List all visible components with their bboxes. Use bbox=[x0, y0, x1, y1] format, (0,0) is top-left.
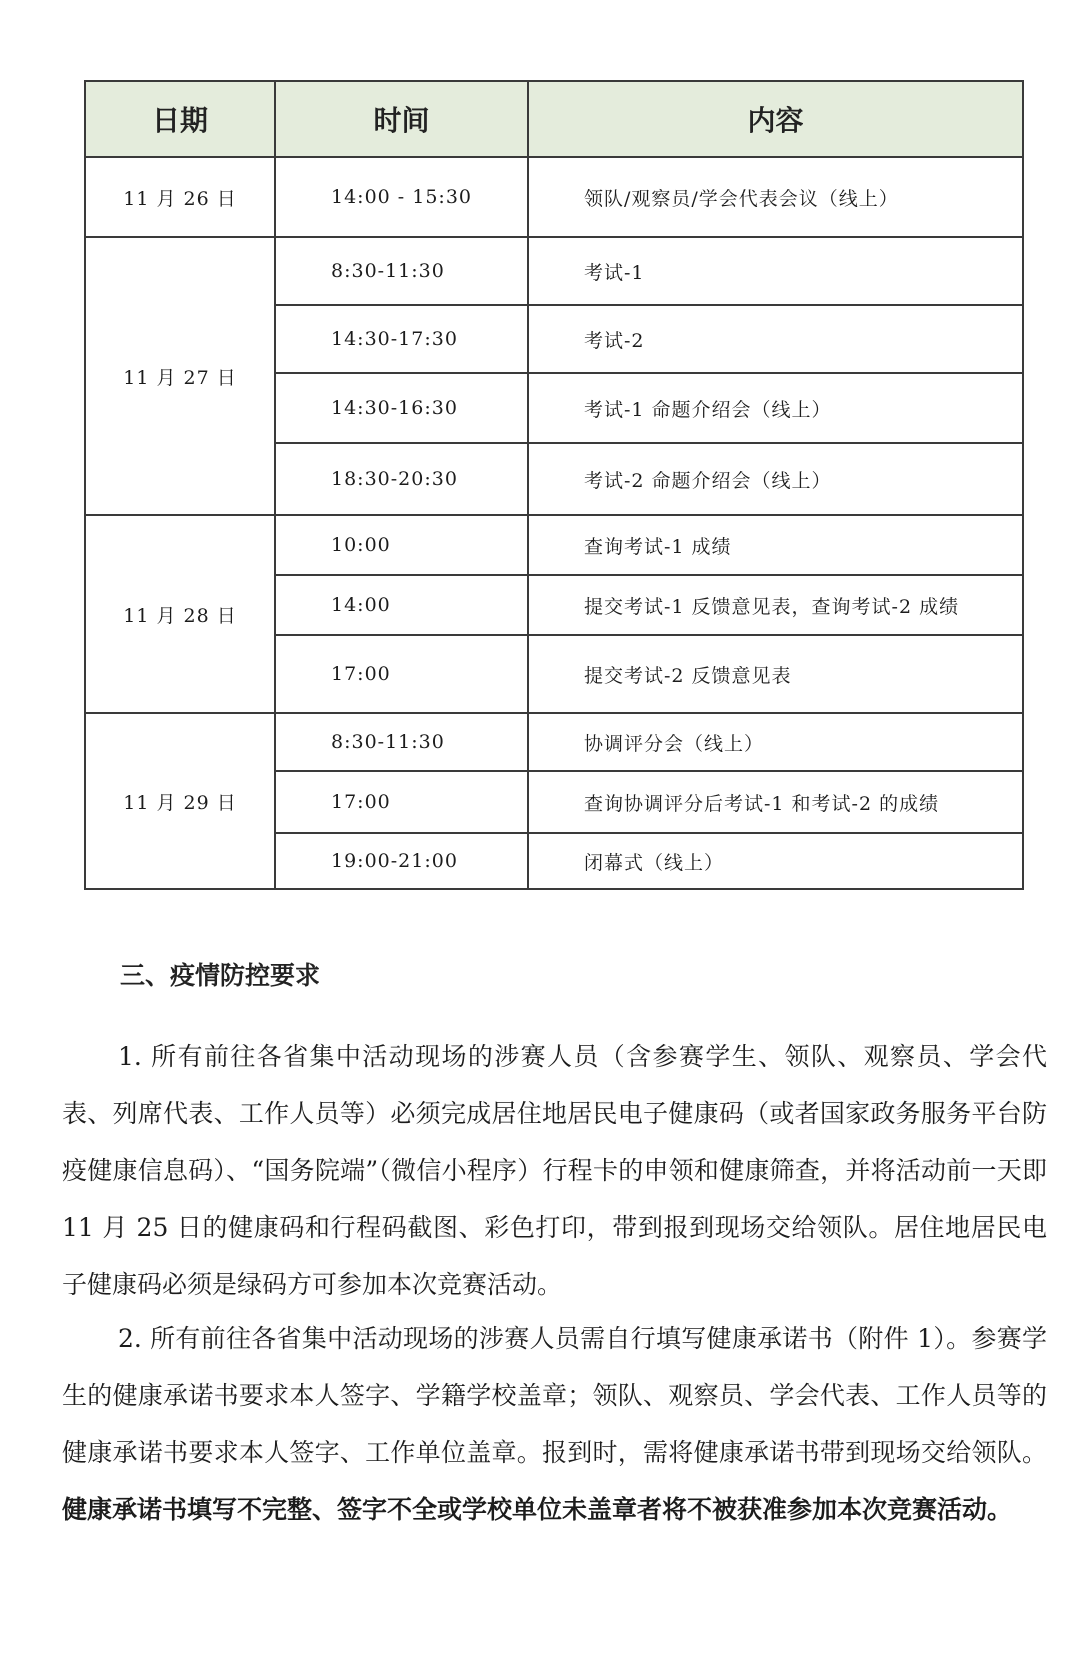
content-cell: 提交考试-1 反馈意见表，查询考试-2 成绩 bbox=[528, 575, 1023, 635]
table-row bbox=[85, 515, 1023, 575]
content-cell: 查询考试-1 成绩 bbox=[528, 515, 1023, 575]
time-cell: 14:30-17:30 bbox=[275, 305, 528, 373]
content-cell: 考试-1 命题介绍会（线上） bbox=[528, 373, 1023, 443]
paragraph-1: 1. 所有前往各省集中活动现场的涉赛人员（含参赛学生、领队、观察员、学会代表、列席代表、工作人员等）必须完成居住地居民电子健康码（或者国家政务服务平台防疫健康信息码）、“国务院端”（微信小程序）行程卡的申领和健康筛查，并将活动前一天即 11 月 25 日的健康码和行程码截图、彩色打印，带到报到现场交给领队。居住地居民电子健康码必须是绿码方可参加本次竞赛活动。 bbox=[62, 1042, 1047, 1299]
time-cell: 17:00 bbox=[275, 635, 528, 713]
header-date: 日期 bbox=[85, 81, 275, 157]
time-cell: 19:00-21:00 bbox=[275, 833, 528, 889]
date-cell: 11 月 27 日 bbox=[85, 237, 275, 515]
header-content: 内容 bbox=[528, 81, 1023, 157]
time-cell: 14:00 - 15:30 bbox=[275, 157, 528, 237]
content-cell: 查询协调评分后考试-1 和考试-2 的成绩 bbox=[528, 771, 1023, 833]
content-cell: 考试-2 bbox=[528, 305, 1023, 373]
content-cell: 闭幕式（线上） bbox=[528, 833, 1023, 889]
date-cell: 11 月 26 日 bbox=[85, 157, 275, 237]
time-cell: 14:00 bbox=[275, 575, 528, 635]
paragraph-2 bbox=[62, 1310, 1047, 1538]
time-cell: 8:30-11:30 bbox=[275, 713, 528, 771]
table-row bbox=[85, 237, 1023, 305]
content-cell: 提交考试-2 反馈意见表 bbox=[528, 635, 1023, 713]
time-cell: 18:30-20:30 bbox=[275, 443, 528, 515]
table-row bbox=[85, 157, 1023, 237]
section-heading: 三、疫情防控要求 bbox=[120, 961, 321, 990]
time-cell: 8:30-11:30 bbox=[275, 237, 528, 305]
paragraph-2-warning: 健康承诺书填写不完整、签字不全或学校单位未盖章者将不被获准参加本次竞赛活动。 bbox=[62, 1495, 1013, 1524]
date-cell: 11 月 28 日 bbox=[85, 515, 275, 713]
header-time: 时间 bbox=[275, 81, 528, 157]
date-cell: 11 月 29 日 bbox=[85, 713, 275, 889]
table-header-row bbox=[85, 81, 1023, 157]
content-cell: 考试-2 命题介绍会（线上） bbox=[528, 443, 1023, 515]
content-cell: 考试-1 bbox=[528, 237, 1023, 305]
schedule-table bbox=[84, 80, 1024, 890]
content-cell: 协调评分会（线上） bbox=[528, 713, 1023, 771]
table-row bbox=[85, 713, 1023, 771]
time-cell: 14:30-16:30 bbox=[275, 373, 528, 443]
time-cell: 17:00 bbox=[275, 771, 528, 833]
paragraph-2-text: 2. 所有前往各省集中活动现场的涉赛人员需自行填写健康承诺书（附件 1）。参赛学生的健康承诺书要求本人签字、学籍学校盖章；领队、观察员、学会代表、工作人员等的健康承诺书要求本人签字、工作单位盖章。报到时，需将健康承诺书带到现场交给领队。 bbox=[62, 1324, 1047, 1467]
content-cell: 领队/观察员/学会代表会议（线上） bbox=[528, 157, 1023, 237]
time-cell: 10:00 bbox=[275, 515, 528, 575]
